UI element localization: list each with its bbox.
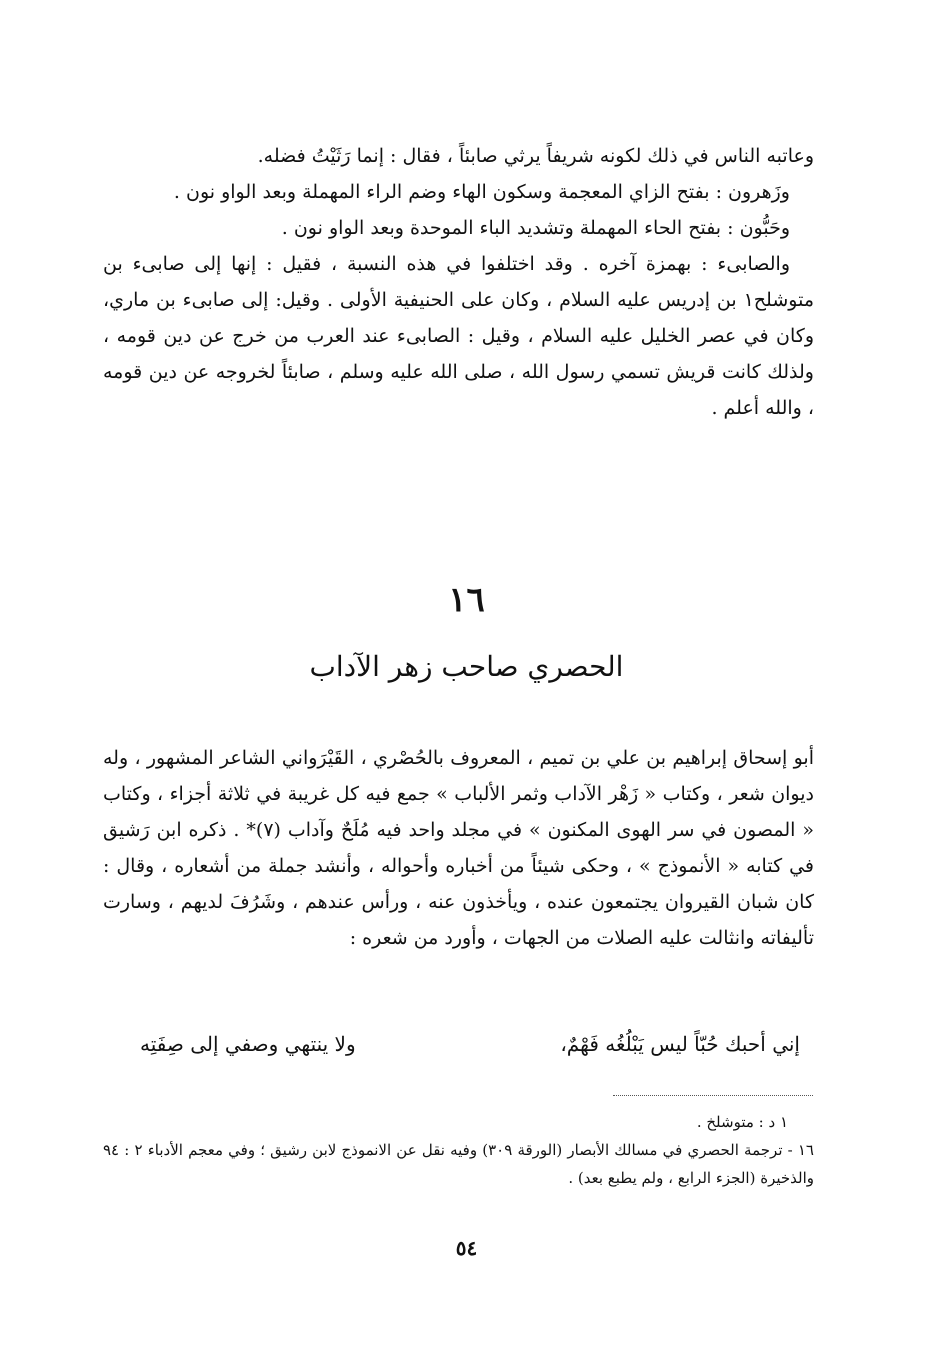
body-paragraph: وعاتبه الناس في ذلك لكونه شريفاً يرثي صابئاً ، فقال : إنما رَثَيْتُ فضله.	[257, 145, 814, 167]
biography-paragraph: أبو إسحاق إبراهيم بن علي بن تميم ، المعروف بالحُصْري ، القَيْرَواني الشاعر المشهور ، وله ديوان شعر ، وكتاب « زَهْر الآداب وثمر الألباب » جمع فيه كل غريبة في ثلاثة أجزاء ، وكتاب « المصون في سر الهوى المكنون » في مجلد واحد فيه مُلَحٌ وآداب (٧)* . ذكره ابن رَشيق في كتابه « الأنموذج » ، وحكى شيئاً من أخباره وأحواله ، وأنشد جملة من أشعاره ، وقال : كان شبان القيروان يجتمعون عنده ، ويأخذون عنه ، ورأس عندهم ، وشَرُفَ لديهم ، وسارت تأليفاته وانثالت عليه الصلات من الجهات ، وأورد من شعره :	[103, 747, 815, 949]
body-paragraph: والصابىء : بهمزة آخره . وقد اختلفوا في هذه النسبة ، فقيل : إنها إلى صابىء بن متوشلح١ بن إدريس عليه السلام ، وكان على الحنيفية الأولى . وقيل: إلى صابىء بن ماري، وكان في عصر الخليل عليه السلام ، وقيل : الصابىء عند العرب من خرج عن دين قومه ، ولذلك كانت قريش تسمي رسول الله ، صلى الله عليه وسلم ، صابئاً لخروجه عن دين قومه ، والله أعلم .	[103, 253, 814, 419]
verse-first-hemistich: إني أحبك حُبّاً ليس يَبْلُغُه فَهْمٌ،	[560, 1032, 800, 1056]
section-number: ١٦	[448, 580, 485, 620]
poetry-verse	[140, 1032, 800, 1056]
top-text-block	[103, 138, 814, 426]
footnote: ١ د : متوشلخ .	[696, 1113, 788, 1131]
body-paragraph: وزَهرون : بفتح الزاي المعجمة وسكون الهاء وضم الراء المهملة وبعد الواو نون .	[173, 181, 790, 203]
footnote: ١٦ - ترجمة الحصري في مسالك الأبصار (الورقة ٣٠٩) وفيه نقل عن الانموذج لابن رشيق ؛ وفي معجم الأدباء ٢ : ٩٤ والذخيرة (الجزء الرابع ، ولم يطبع بعد) .	[103, 1141, 814, 1187]
footnote-separator	[613, 1095, 813, 1096]
biography-text-block	[103, 740, 814, 956]
page-number: ٥٤	[455, 1236, 478, 1260]
verse-second-hemistich: ولا ينتهي وصفي إلى صِفَتِه	[140, 1032, 356, 1056]
body-paragraph: وحَبُّون : بفتح الحاء المهملة وتشديد الباء الموحدة وبعد الواو نون .	[281, 217, 790, 239]
footnotes	[103, 1108, 814, 1192]
section-title: الحصري صاحب زهر الآداب	[309, 650, 624, 683]
